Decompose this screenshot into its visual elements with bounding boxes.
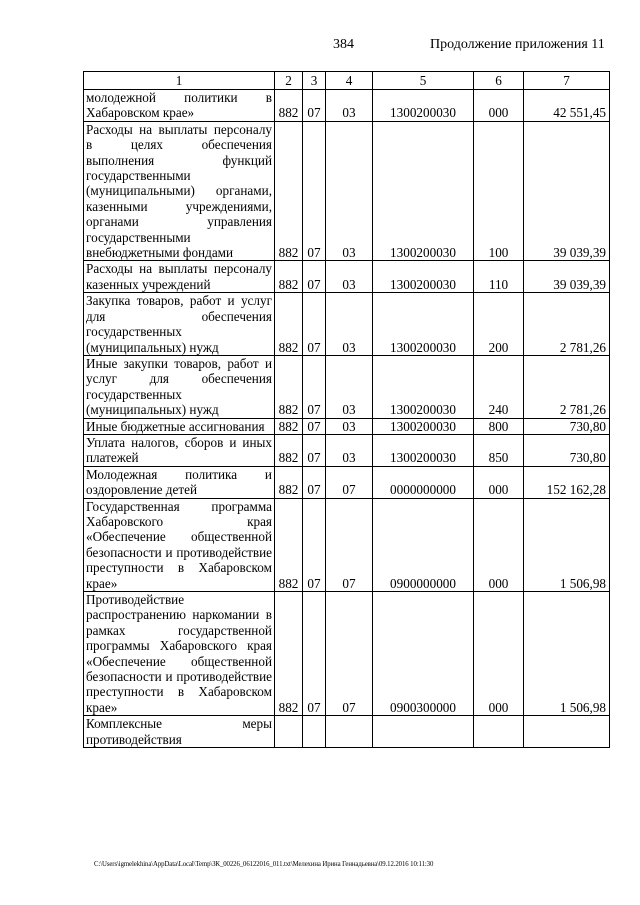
row-name: Противодействие распространению наркомании в рамках государственной программы Хабаровского края «Обеспечение общественной безопасности и противодействие преступности в Хабаровском крае» (84, 592, 275, 716)
subsection-code: 07 (326, 466, 373, 498)
ministry-code: 882 (275, 90, 303, 122)
target-article-code: 0900300000 (373, 592, 474, 716)
table-row (84, 434, 610, 466)
expense-type-code: 000 (474, 498, 524, 591)
amount: 42 551,45 (524, 90, 610, 122)
target-article-code: 1300200030 (373, 90, 474, 122)
target-article-code: 0900000000 (373, 498, 474, 591)
row-name: Молодежная политика и оздоровление детей (84, 466, 275, 498)
section-code: 07 (303, 434, 326, 466)
row-name: Комплексные меры противодействия (84, 716, 275, 748)
target-article-code: 1300200030 (373, 355, 474, 418)
amount: 1 506,98 (524, 592, 610, 716)
ministry-code: 882 (275, 418, 303, 434)
section-code: 07 (303, 498, 326, 591)
amount: 39 039,39 (524, 261, 610, 293)
section-code (303, 716, 326, 748)
table-row (84, 355, 610, 418)
amount: 730,80 (524, 418, 610, 434)
expense-type-code: 110 (474, 261, 524, 293)
ministry-code: 882 (275, 261, 303, 293)
table-row (84, 418, 610, 434)
table-row (84, 716, 610, 748)
row-name: Уплата налогов, сборов и иных платежей (84, 434, 275, 466)
row-name: Расходы на выплаты персоналу казенных учреждений (84, 261, 275, 293)
ministry-code: 882 (275, 434, 303, 466)
table-header-row (84, 72, 610, 90)
expense-type-code: 240 (474, 355, 524, 418)
expense-type-code: 000 (474, 592, 524, 716)
ministry-code (275, 716, 303, 748)
subsection-code: 03 (326, 434, 373, 466)
table-row (84, 498, 610, 591)
ministry-code: 882 (275, 293, 303, 356)
expense-type-code: 100 (474, 121, 524, 261)
row-name: Расходы на выплаты персоналу в целях обеспечения выполнения функций государственными (муниципальными) органами, казенными учреждениями, органами управления государственными внебюджетными фондами (84, 121, 275, 261)
table-row (84, 121, 610, 261)
amount: 2 781,26 (524, 355, 610, 418)
column-header: 6 (474, 72, 524, 90)
row-name: Иные бюджетные ассигнования (84, 418, 275, 434)
column-header: 4 (326, 72, 373, 90)
ministry-code: 882 (275, 592, 303, 716)
row-name: Иные закупки товаров, работ и услуг для обеспечения государственных (муниципальных) нужд (84, 355, 275, 418)
expense-type-code: 850 (474, 434, 524, 466)
section-code: 07 (303, 261, 326, 293)
section-code: 07 (303, 355, 326, 418)
row-name: Закупка товаров, работ и услуг для обеспечения государственных (муниципальных) нужд (84, 293, 275, 356)
column-header: 5 (373, 72, 474, 90)
target-article-code: 1300200030 (373, 261, 474, 293)
table-row (84, 592, 610, 716)
target-article-code: 1300200030 (373, 293, 474, 356)
amount: 39 039,39 (524, 121, 610, 261)
target-article-code: 1300200030 (373, 121, 474, 261)
budget-table (83, 71, 610, 748)
expense-type-code: 000 (474, 466, 524, 498)
expense-type-code: 000 (474, 90, 524, 122)
section-code: 07 (303, 293, 326, 356)
subsection-code: 03 (326, 90, 373, 122)
ministry-code: 882 (275, 355, 303, 418)
ministry-code: 882 (275, 466, 303, 498)
table-row (84, 90, 610, 122)
expense-type-code: 200 (474, 293, 524, 356)
target-article-code: 1300200030 (373, 434, 474, 466)
appendix-continuation-title: Продолжение приложения 11 (430, 37, 605, 52)
amount (524, 716, 610, 748)
table-row (84, 293, 610, 356)
column-header: 1 (84, 72, 275, 90)
subsection-code: 03 (326, 418, 373, 434)
expense-type-code (474, 716, 524, 748)
ministry-code: 882 (275, 121, 303, 261)
row-name: молодежной политики в Хабаровском крае» (84, 90, 275, 122)
subsection-code: 03 (326, 293, 373, 356)
column-header: 7 (524, 72, 610, 90)
document-footer-path: C:\Users\igmelekhina\AppData\Local\Temp\ЗК_00226_06122016_011.txt\Мелехина Ирина Геннадьевна\09.12.2016 10:11:30 (94, 861, 434, 868)
section-code: 07 (303, 418, 326, 434)
section-code: 07 (303, 90, 326, 122)
subsection-code: 03 (326, 261, 373, 293)
table-row (84, 261, 610, 293)
section-code: 07 (303, 466, 326, 498)
amount: 2 781,26 (524, 293, 610, 356)
amount: 730,80 (524, 434, 610, 466)
target-article-code (373, 716, 474, 748)
table-row (84, 466, 610, 498)
amount: 1 506,98 (524, 498, 610, 591)
page-number: 384 (333, 37, 354, 52)
target-article-code: 1300200030 (373, 418, 474, 434)
ministry-code: 882 (275, 498, 303, 591)
target-article-code: 0000000000 (373, 466, 474, 498)
subsection-code (326, 716, 373, 748)
subsection-code: 07 (326, 498, 373, 591)
subsection-code: 03 (326, 121, 373, 261)
subsection-code: 03 (326, 355, 373, 418)
section-code: 07 (303, 592, 326, 716)
amount: 152 162,28 (524, 466, 610, 498)
expense-type-code: 800 (474, 418, 524, 434)
column-header: 2 (275, 72, 303, 90)
row-name: Государственная программа Хабаровского края «Обеспечение общественной безопасности и противодействие преступности в Хабаровском крае» (84, 498, 275, 591)
subsection-code: 07 (326, 592, 373, 716)
section-code: 07 (303, 121, 326, 261)
column-header: 3 (303, 72, 326, 90)
